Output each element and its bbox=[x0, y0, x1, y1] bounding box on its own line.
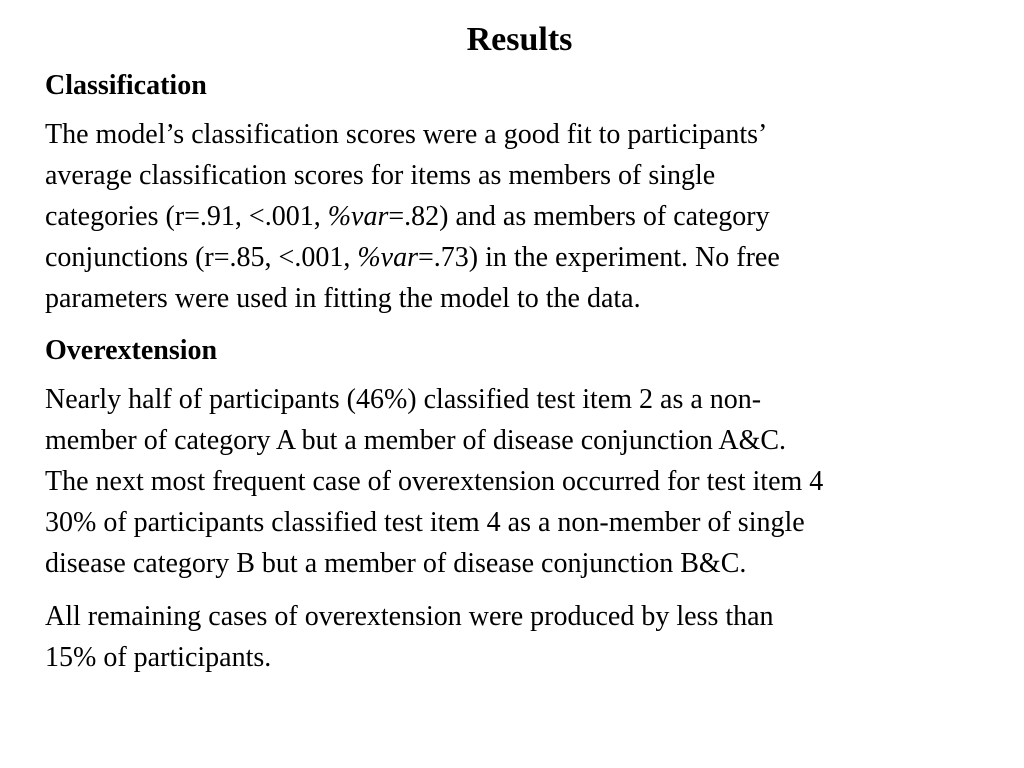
italic-var-term: %var bbox=[327, 201, 389, 232]
section-classification bbox=[45, 66, 994, 319]
italic-var-term: %var bbox=[357, 242, 418, 273]
text-run: =.73) in the experiment. No free bbox=[417, 242, 780, 273]
paragraph-line bbox=[45, 502, 994, 543]
paragraph-line bbox=[45, 278, 994, 319]
text-run: =.82) and as members of category bbox=[388, 201, 770, 232]
text-run: The model’s classification scores were a good fit to participants’ bbox=[45, 119, 768, 150]
text-run: disease category B but a member of disease conjunction B&C. bbox=[45, 548, 747, 579]
text-run: member of category A but a member of disease conjunction A&C. bbox=[45, 425, 787, 456]
text-run: 30% of participants classified test item 4 as a non-member of single bbox=[45, 507, 805, 538]
paragraph-classification-fit bbox=[45, 114, 994, 319]
text-run: 15% of participants. bbox=[45, 642, 272, 673]
paragraph-line bbox=[45, 155, 994, 196]
section-heading-classification: Classification bbox=[45, 70, 207, 101]
paragraph-line bbox=[45, 596, 994, 637]
text-run: All remaining cases of overextension were produced by less than bbox=[45, 601, 774, 632]
text-run: parameters were used in fitting the model to the data. bbox=[45, 283, 641, 314]
text-run: Nearly half of participants (46%) classified test item 2 as a non- bbox=[45, 384, 762, 415]
section-overextension bbox=[45, 331, 994, 678]
paragraph-line bbox=[45, 543, 994, 584]
text-run: average classification scores for items as members of single bbox=[45, 160, 716, 191]
paragraph-line bbox=[45, 237, 994, 278]
paragraph-line bbox=[45, 379, 994, 420]
paragraph-line bbox=[45, 637, 994, 678]
page-title: Results bbox=[466, 21, 573, 58]
section-heading-overextension: Overextension bbox=[45, 335, 218, 366]
text-run: categories (r=.91, <.001, bbox=[45, 201, 328, 232]
paragraph-overextension-cases bbox=[45, 379, 994, 584]
paragraph-line bbox=[45, 114, 994, 155]
paragraph-line bbox=[45, 461, 994, 502]
paragraph-line bbox=[45, 420, 994, 461]
paragraph-remaining-cases bbox=[45, 596, 994, 678]
text-run: The next most frequent case of overextension occurred for test item 4 bbox=[45, 466, 824, 497]
text-run: conjunctions (r=.85, <.001, bbox=[45, 242, 358, 273]
paragraph-line bbox=[45, 196, 994, 237]
